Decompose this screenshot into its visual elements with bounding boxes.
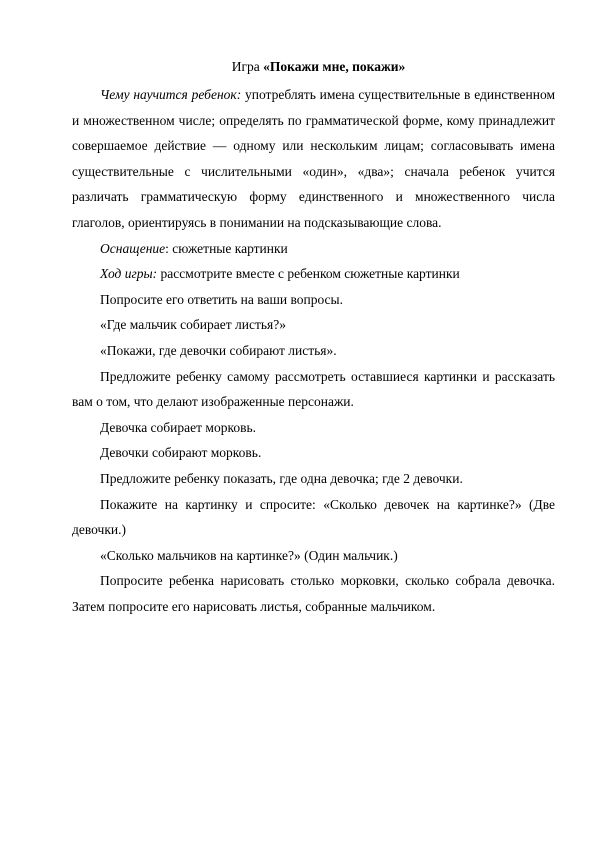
paragraph: Девочка собирает морковь.	[100, 419, 256, 435]
document-title	[72, 58, 555, 76]
paragraph: Покажите на картинку и спросите: «Сколько девочек на картинке?» (Две девочки.)	[72, 496, 555, 538]
paragraph-text: : сюжетные картинки	[165, 240, 288, 256]
paragraph: «Покажи, где девочки собирают листья».	[100, 342, 337, 358]
paragraph: Предложите ребенку показать, где одна девочка; где 2 девочки.	[100, 470, 463, 486]
document-page	[72, 58, 555, 619]
paragraph-label: Ход игры:	[100, 266, 158, 282]
paragraph-procedure	[72, 261, 555, 287]
paragraph-equipment	[72, 236, 555, 262]
paragraph: «Сколько мальчиков на картинке?» (Один мальчик.)	[100, 547, 398, 563]
paragraph: «Где мальчик собирает листья?»	[100, 317, 286, 333]
paragraph-goal	[72, 82, 555, 236]
paragraph-text: употреблять имена существительные в единственном и множественном числе; определять по грамматической форме, кому принадлежит совершаемое действие — одному или нескольким лицам; согласовывать имена существительные с числительными «один», «два»; сначала ребенок учится различать грамматическую форму единственного и множественного числа глаголов, ориентируясь в понимании на подсказывающие слова.	[72, 87, 555, 230]
paragraph-label: Оснащение	[100, 240, 166, 256]
paragraph: Девочки собирают морковь.	[100, 445, 262, 461]
paragraph-text: рассмотрите вместе с ребенком сюжетные картинки	[157, 266, 460, 282]
title-prefix: Игра	[231, 59, 264, 74]
paragraph: Попросите ребенка нарисовать столько морковки, сколько собрала девочка. Затем попросите его нарисовать листья, собранные мальчиком.	[72, 573, 555, 614]
game-name: «Покажи мне, покажи»	[263, 59, 406, 74]
paragraph-label: Чему научится ребенок:	[100, 87, 242, 102]
paragraph: Предложите ребенку самому рассмотреть оставшиеся картинки и рассказать вам о том, что делают изображенные персонажи.	[72, 368, 555, 410]
paragraph: Попросите его ответить на ваши вопросы.	[100, 291, 343, 307]
